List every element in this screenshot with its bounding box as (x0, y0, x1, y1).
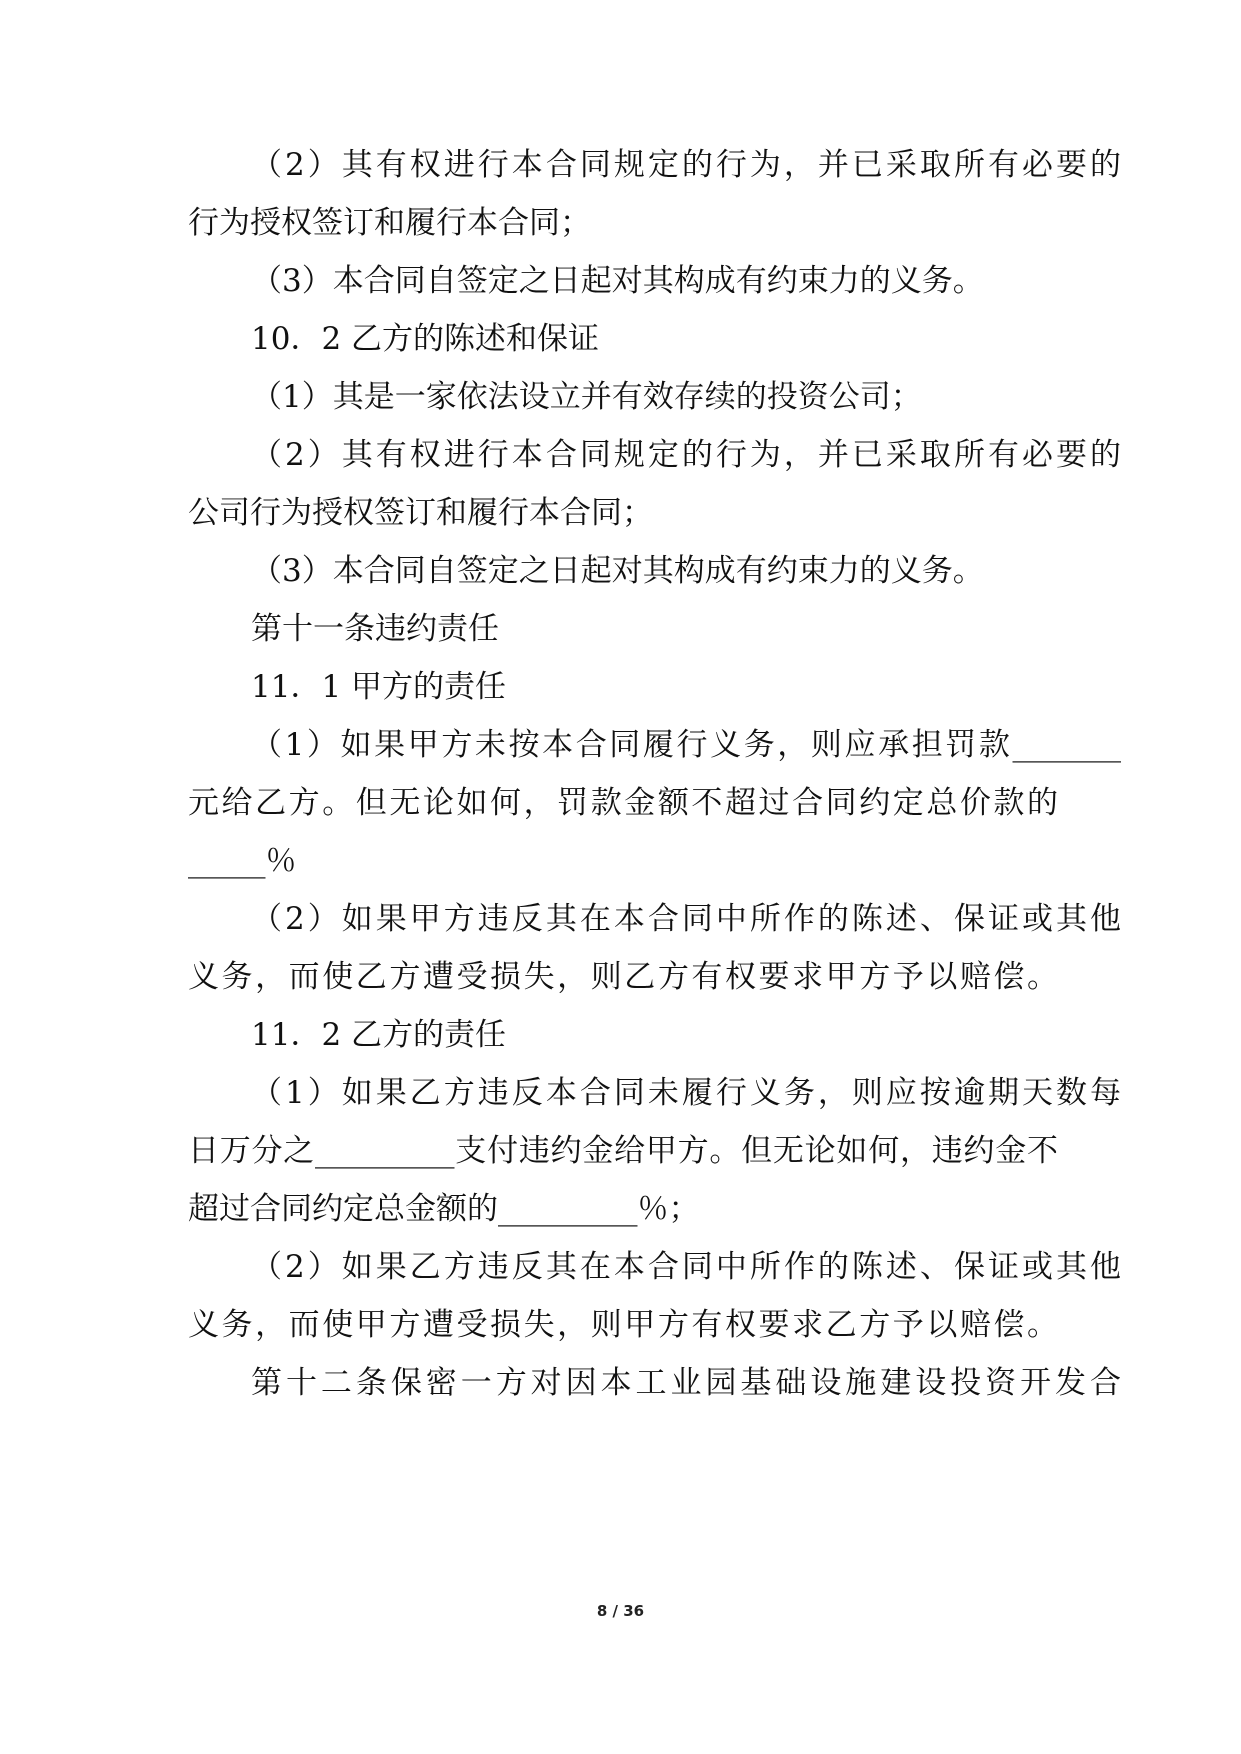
article-heading: 第十二条保密一方对因本工业园基础设施建设投资开发合 (251, 1365, 1121, 1401)
paragraph-line: （1）如果甲方未按本合同履行义务，则应承担罚款_______ (251, 727, 1121, 763)
paragraph-line: （1）其是一家依法设立并有效存续的投资公司； (251, 379, 922, 415)
paragraph-line: （2）其有权进行本合同规定的行为，并已采取所有必要的 (251, 147, 1121, 183)
paragraph-line: 义务，而使甲方遭受损失，则甲方有权要求乙方予以赔偿。 (188, 1307, 1058, 1343)
article-heading: 第十一条违约责任 (251, 611, 499, 647)
paragraph-line: （1）如果乙方违反本合同未履行义务，则应按逾期天数每 (251, 1075, 1121, 1111)
paragraph-line: （2）如果甲方违反其在本合同中所作的陈述、保证或其他 (251, 901, 1121, 937)
section-heading: 11．1 甲方的责任 (251, 669, 507, 705)
page-number: 8 / 36 (596, 1602, 645, 1620)
paragraph-line: （3）本合同自签定之日起对其构成有约束力的义务。 (251, 263, 984, 299)
paragraph-line: 日万分之_________支付违约金给甲方。但无论如何，违约金不 (188, 1133, 1058, 1169)
paragraph-line: 超过合同约定总金额的_________％； (188, 1191, 700, 1227)
paragraph-line: _____％ (188, 843, 297, 879)
section-heading: 10．2 乙方的陈述和保证 (251, 321, 600, 357)
section-heading: 11．2 乙方的责任 (251, 1017, 507, 1053)
paragraph-line: 义务，而使乙方遭受损失，则乙方有权要求甲方予以赔偿。 (188, 959, 1058, 995)
paragraph-line: 行为授权签订和履行本合同； (188, 205, 591, 241)
paragraph-line: （2）如果乙方违反其在本合同中所作的陈述、保证或其他 (251, 1249, 1121, 1285)
paragraph-line: 公司行为授权签订和履行本合同； (188, 495, 653, 531)
paragraph-line: （3）本合同自签定之日起对其构成有约束力的义务。 (251, 553, 984, 589)
paragraph-line: 元给乙方。但无论如何，罚款金额不超过合同约定总价款的 (188, 785, 1058, 821)
paragraph-line: （2）其有权进行本合同规定的行为，并已采取所有必要的 (251, 437, 1121, 473)
